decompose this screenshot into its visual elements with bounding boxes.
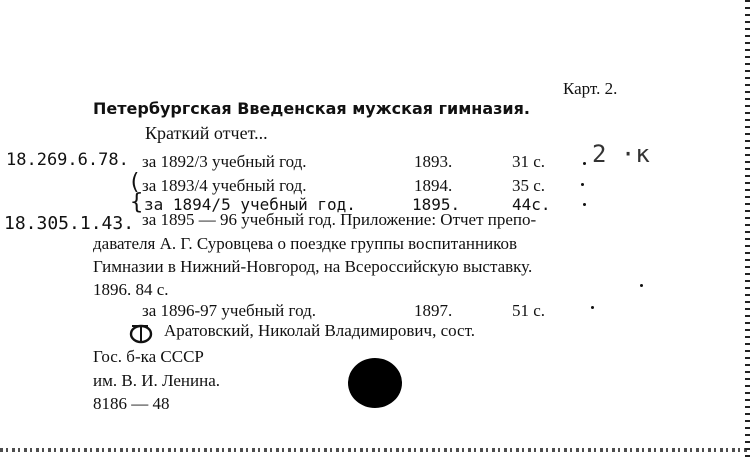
margin-dot bbox=[581, 183, 584, 186]
handwritten-circle-icon bbox=[128, 322, 154, 344]
entry-bracket: ( bbox=[128, 170, 142, 195]
institution-heading: Петербургская Введенская мужская гимназия. bbox=[93, 99, 530, 118]
library-line-3: 8186 — 48 bbox=[93, 394, 170, 413]
entry-3-pages: 44с. bbox=[512, 195, 551, 214]
entry-4-text: за 1895 — 96 учебный год. Приложение: Отчет препо- bbox=[142, 210, 537, 229]
annex-line-2: Гимназии в Нижний-Новгород, на Всероссийскую выставку. bbox=[93, 257, 533, 276]
entry-5-pages: 51 с. bbox=[512, 301, 546, 320]
card-number: Карт. 2. bbox=[563, 79, 618, 98]
margin-dot bbox=[583, 203, 586, 206]
entry-2-text: за 1893/4 учебный год. bbox=[142, 176, 307, 195]
scan-bottom-edge bbox=[0, 448, 750, 452]
library-line-2: им. В. И. Ленина. bbox=[93, 371, 221, 390]
compiler: Аратовский, Николай Владимирович, сост. bbox=[164, 321, 475, 340]
entry-5-year: 1897. bbox=[414, 301, 453, 320]
entry-1-handwritten-note: 2 ·к bbox=[592, 140, 650, 168]
entry-2-year: 1894. bbox=[414, 176, 453, 195]
margin-dot bbox=[591, 306, 594, 309]
entry-bracket-2: { bbox=[130, 190, 144, 215]
entry-2-pages: 35 с. bbox=[512, 176, 546, 195]
annex-line-1: давателя А. Г. Суровцева о поездке группы воспитанников bbox=[93, 234, 518, 253]
entry-5-text: за 1896-97 учебный год. bbox=[142, 301, 316, 320]
entry-3-year: 1895. bbox=[412, 195, 461, 214]
margin-dot bbox=[640, 284, 643, 287]
ink-stamp bbox=[348, 358, 402, 408]
annex-line-3: 1896. 84 с. bbox=[93, 280, 169, 299]
entry-1-text: за 1892/3 учебный год. bbox=[142, 152, 307, 171]
entry-1-pages: 31 с. bbox=[512, 152, 546, 171]
library-line-1: Гос. б-ка СССР bbox=[93, 347, 204, 366]
scan-right-edge bbox=[745, 0, 750, 457]
shelfmark-2: 18.305.1.43. bbox=[4, 213, 135, 234]
shelfmark-1: 18.269.6.78. bbox=[6, 150, 129, 170]
entry-3-text: за 1894/5 учебный год. bbox=[144, 195, 356, 214]
margin-dot bbox=[583, 162, 586, 165]
report-title: Краткий отчет... bbox=[145, 123, 268, 143]
entry-1-year: 1893. bbox=[414, 152, 453, 171]
